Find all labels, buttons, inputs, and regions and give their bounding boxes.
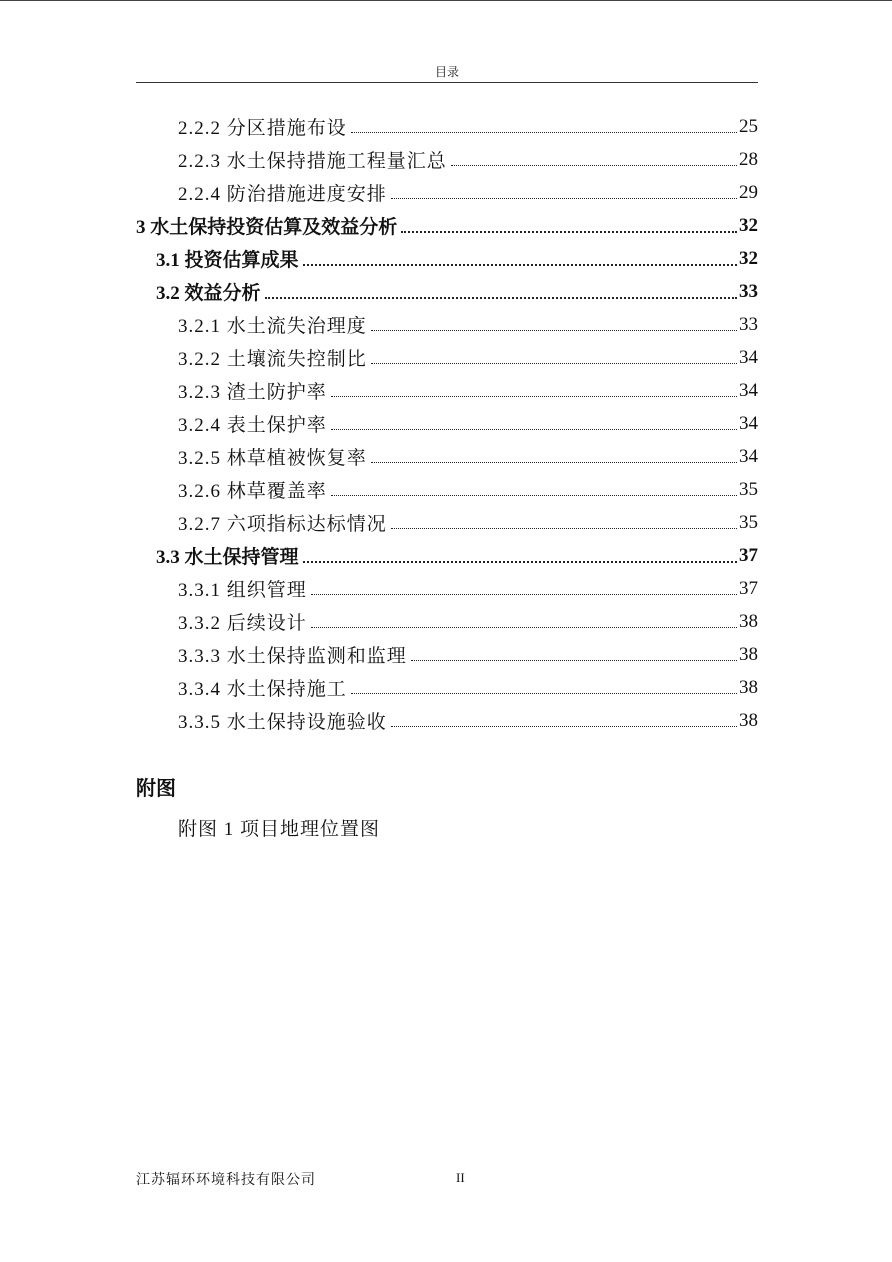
toc-leader-dots — [331, 495, 737, 496]
toc-entry[interactable] — [136, 473, 758, 506]
toc-leader-dots — [351, 132, 737, 133]
toc-entry-title: 3.2.7 六项指标达标情况 — [178, 514, 387, 535]
toc-entry[interactable] — [136, 374, 758, 407]
toc-leader-dots — [331, 429, 737, 430]
toc-entry-page: 32 — [739, 247, 758, 269]
toc-leader-dots — [411, 660, 737, 661]
toc-entry-title: 3.3.4 水土保持施工 — [178, 679, 347, 700]
toc-entry[interactable] — [136, 440, 758, 473]
header-title: 目录 — [434, 65, 459, 79]
toc-leader-dots — [401, 231, 737, 233]
toc-entry-page: 32 — [739, 214, 758, 236]
toc-entry-page: 34 — [739, 379, 758, 401]
toc-entry-title: 3.2.1 水土流失治理度 — [178, 316, 367, 337]
toc-entry-title: 3.3.1 组织管理 — [178, 580, 307, 601]
toc-leader-dots — [303, 561, 737, 563]
table-of-contents — [136, 110, 758, 737]
toc-entry[interactable] — [136, 638, 758, 671]
toc-leader-dots — [371, 330, 737, 331]
toc-leader-dots — [351, 693, 737, 694]
toc-entry-page: 38 — [739, 676, 758, 698]
toc-entry-page: 33 — [739, 280, 758, 302]
toc-entry-title: 3 水土保持投资估算及效益分析 — [136, 217, 398, 238]
toc-entry[interactable] — [136, 605, 758, 638]
toc-entry[interactable] — [136, 704, 758, 737]
toc-leader-dots — [303, 264, 737, 266]
toc-leader-dots — [371, 363, 737, 364]
toc-leader-dots — [451, 165, 737, 166]
toc-entry-page: 38 — [739, 643, 758, 665]
toc-entry[interactable] — [136, 308, 758, 341]
toc-entry-page: 34 — [739, 412, 758, 434]
toc-entry-title: 3.1 投资估算成果 — [156, 250, 299, 271]
footer-page-number: II — [456, 1170, 465, 1185]
toc-entry-title: 3.2.2 土壤流失控制比 — [178, 349, 367, 370]
toc-entry[interactable] — [136, 242, 758, 275]
toc-entry-page: 34 — [739, 445, 758, 467]
toc-leader-dots — [331, 396, 737, 397]
toc-entry-page: 33 — [739, 313, 758, 335]
toc-entry-title: 2.2.3 水土保持措施工程量汇总 — [178, 151, 447, 172]
toc-entry-title: 2.2.4 防治措施进度安排 — [178, 184, 387, 205]
toc-entry[interactable] — [136, 110, 758, 143]
toc-entry[interactable] — [136, 275, 758, 308]
toc-leader-dots — [391, 198, 737, 199]
toc-entry[interactable] — [136, 671, 758, 704]
toc-entry-title: 3.3.3 水土保持监测和监理 — [178, 646, 407, 667]
toc-entry-title: 3.2.3 渣土防护率 — [178, 382, 327, 403]
toc-entry-title: 2.2.2 分区措施布设 — [178, 118, 347, 139]
toc-entry[interactable] — [136, 572, 758, 605]
toc-entry-title: 3.3.5 水土保持设施验收 — [178, 712, 387, 733]
toc-entry-title: 3.3 水土保持管理 — [156, 547, 299, 568]
toc-entry-page: 35 — [739, 478, 758, 500]
page-header — [136, 63, 758, 83]
toc-leader-dots — [311, 594, 737, 595]
toc-entry[interactable] — [136, 539, 758, 572]
toc-entry-page: 35 — [739, 511, 758, 533]
toc-entry[interactable] — [136, 143, 758, 176]
toc-entry-title: 3.2.4 表土保护率 — [178, 415, 327, 436]
toc-entry-page: 37 — [739, 577, 758, 599]
figure-entry[interactable]: 附图 1 项目地理位置图 — [178, 819, 381, 840]
toc-entry-title: 3.2.5 林草植被恢复率 — [178, 448, 367, 469]
toc-entry-title: 3.2.6 林草覆盖率 — [178, 481, 327, 502]
toc-entry-page: 25 — [739, 115, 758, 137]
toc-entry-page: 29 — [739, 181, 758, 203]
toc-leader-dots — [311, 627, 737, 628]
page-top-border — [0, 0, 892, 1]
toc-entry[interactable] — [136, 209, 758, 242]
footer-company-name: 江苏辐环环境科技有限公司 — [136, 1173, 316, 1188]
toc-leader-dots — [391, 726, 737, 727]
toc-leader-dots — [265, 297, 737, 299]
toc-entry[interactable] — [136, 407, 758, 440]
toc-entry-page: 34 — [739, 346, 758, 368]
toc-entry-title: 3.2 效益分析 — [156, 283, 261, 304]
toc-entry[interactable] — [136, 506, 758, 539]
toc-entry-page: 38 — [739, 610, 758, 632]
figures-heading: 附图 — [136, 778, 176, 800]
toc-entry-title: 3.3.2 后续设计 — [178, 613, 307, 634]
toc-leader-dots — [371, 462, 737, 463]
toc-entry-page: 38 — [739, 709, 758, 731]
toc-entry-page: 37 — [739, 544, 758, 566]
toc-entry[interactable] — [136, 176, 758, 209]
toc-entry-page: 28 — [739, 148, 758, 170]
toc-leader-dots — [391, 528, 737, 529]
toc-entry[interactable] — [136, 341, 758, 374]
